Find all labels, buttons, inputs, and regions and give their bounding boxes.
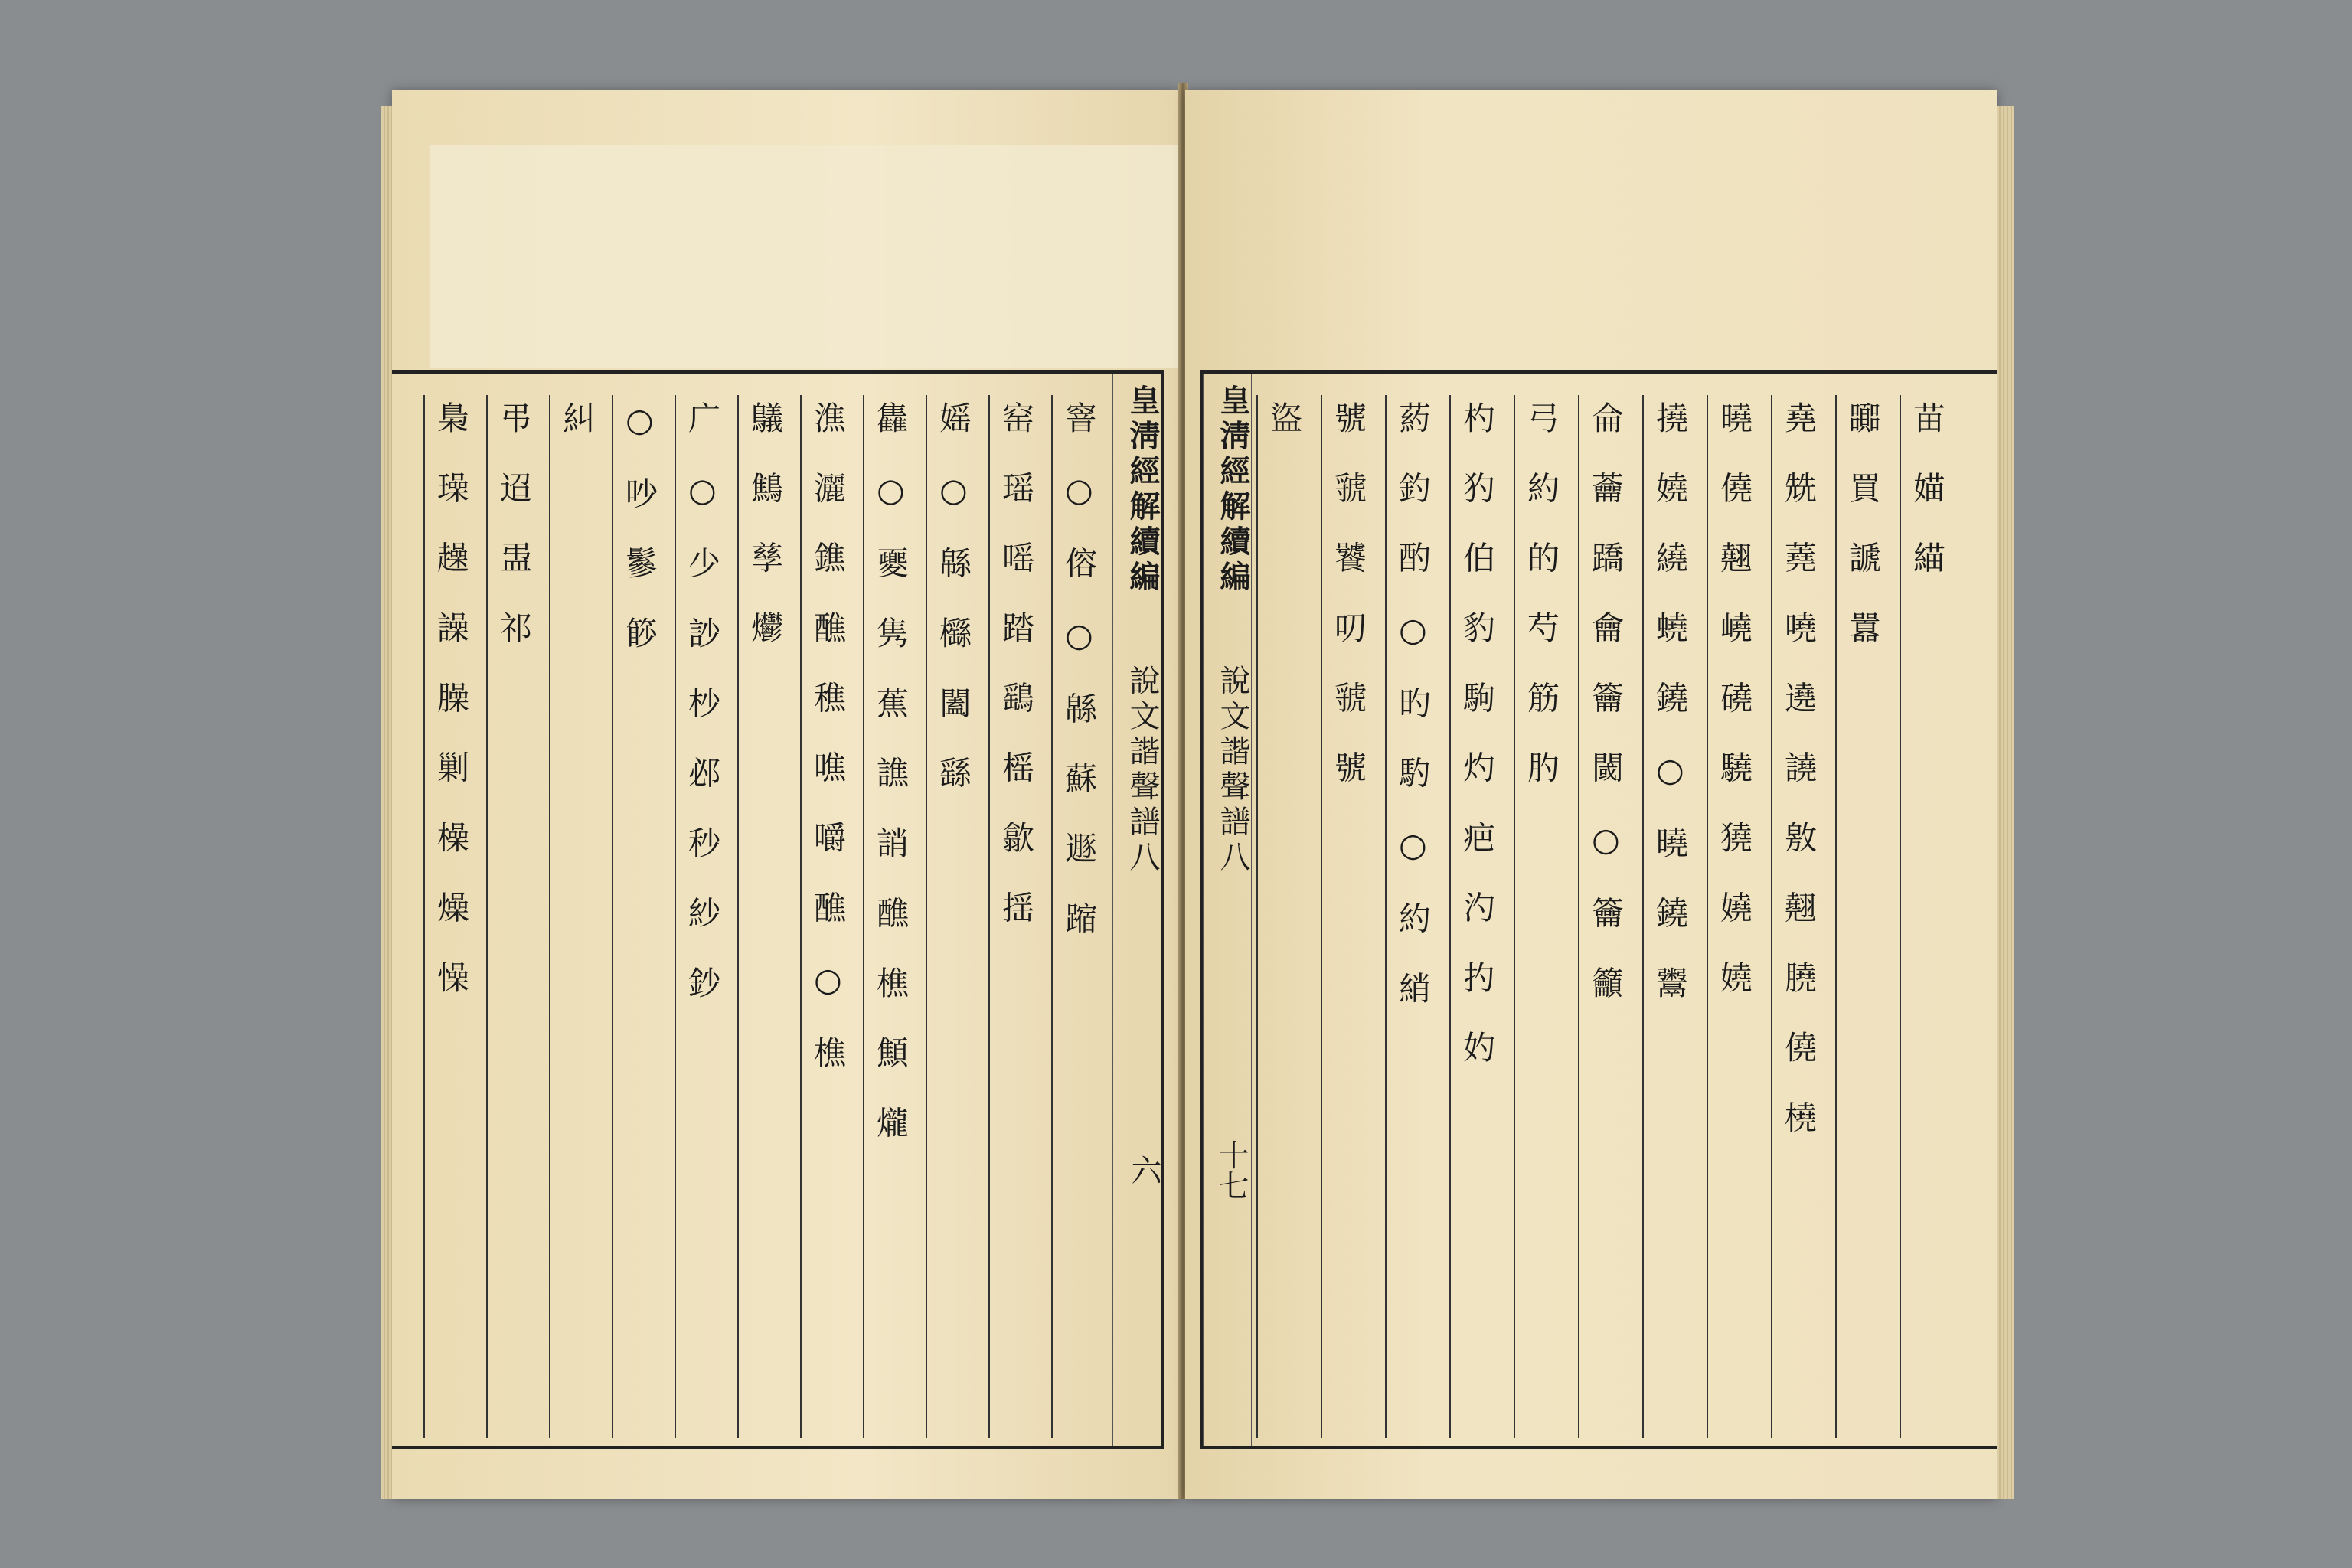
text-column — [1707, 395, 1763, 1438]
column-text: 侖 蘥 蹻 龠 籥 閾 ○ 籥 籲 — [1587, 401, 1625, 1012]
text-column — [1835, 395, 1892, 1438]
column-text: 潐 灑 鐎 醮 穛 噍 嚼 醮 ○ 樵 — [809, 401, 847, 1083]
left-band — [1112, 374, 1161, 1446]
column-text: 撓 嬈 繞 蟯 鐃 ○ 曉 鐃 鬻 — [1651, 401, 1689, 1012]
column-text: 梟 璪 趮 譟 臊 剿 橾 燥 懆 — [433, 401, 470, 1007]
left-text-frame — [392, 370, 1164, 1449]
column-text: 鸃 鷦 孳 爩 — [746, 401, 784, 658]
column-text: 弔 迢 盄 祁 — [495, 401, 533, 658]
page-edge-left — [381, 106, 392, 1499]
text-column — [1449, 395, 1506, 1438]
column-text: 雥 ○ 夒 隽 蕉 譙 誚 醮 樵 顦 爖 — [872, 401, 910, 1152]
right-band-title: 皇淸經解續編 — [1215, 384, 1251, 596]
left-band-subtitle: 說文諧聲譜八 — [1125, 665, 1160, 876]
column-text: 堯 兟 蕘 嘵 遶 譊 敫 翹 膮 僥 橈 — [1780, 401, 1818, 1147]
text-column — [612, 395, 668, 1438]
text-column — [1051, 395, 1108, 1438]
right-band — [1203, 374, 1252, 1446]
text-column — [1578, 395, 1635, 1438]
column-text: ○ 吵 鬖 篎 — [621, 401, 658, 663]
text-column — [737, 395, 794, 1438]
text-column — [486, 395, 543, 1438]
left-folio: 六 — [1126, 1155, 1161, 1185]
column-text: 媱 ○ 緜 櫾 闔 繇 — [935, 401, 972, 802]
column-text: 葯 釣 酌 ○ 旳 馰 ○ 約 綃 — [1394, 401, 1432, 1018]
text-column — [1514, 395, 1570, 1438]
column-text: 窑 瑶 嗂 踏 鷂 榣 歙 揺 — [998, 401, 1035, 937]
text-column — [1900, 395, 1956, 1438]
right-folio: 十七 — [1214, 1139, 1249, 1200]
column-text: 广 ○ 少 訬 杪 邲 秒 紗 鈔 — [684, 401, 721, 1012]
text-column — [926, 395, 982, 1438]
text-column — [863, 395, 920, 1438]
text-column — [988, 395, 1045, 1438]
column-text: 弓 約 的 芍 筋 肑 — [1523, 401, 1560, 797]
open-book — [392, 83, 2007, 1514]
text-column — [1256, 395, 1313, 1438]
column-text: 杓 犳 伯 豹 駒 灼 疤 汋 扚 妁 — [1459, 401, 1496, 1077]
column-text: 曉 僥 翹 嶢 磽 驍 獟 嬈 嬈 — [1716, 401, 1753, 1007]
text-column — [1642, 395, 1699, 1438]
column-text: 苗 媌 緢 — [1909, 401, 1946, 587]
left-page — [392, 90, 1179, 1499]
text-column — [1771, 395, 1828, 1438]
column-text: 糾 — [558, 401, 596, 447]
text-column — [423, 395, 480, 1438]
text-column — [549, 395, 606, 1438]
column-text: 盜 — [1266, 401, 1303, 447]
text-column — [1385, 395, 1442, 1438]
right-band-subtitle: 說文諧聲譜八 — [1215, 665, 1250, 876]
page-edge-right — [1997, 106, 2014, 1499]
right-page — [1185, 90, 1997, 1499]
column-text: 號 虢 饕 叨 虢 號 — [1330, 401, 1367, 797]
text-column — [800, 395, 857, 1438]
column-text: 窨 ○ 傛 ○ 緜 蘇 遯 蹜 — [1060, 401, 1098, 948]
right-text-frame — [1200, 370, 1997, 1449]
column-text: 嚻 買 謕 囂 — [1844, 401, 1882, 658]
text-column — [1321, 395, 1377, 1438]
text-column — [675, 395, 731, 1438]
left-band-title: 皇淸經解續編 — [1125, 384, 1161, 596]
paper-patch — [430, 145, 1181, 368]
